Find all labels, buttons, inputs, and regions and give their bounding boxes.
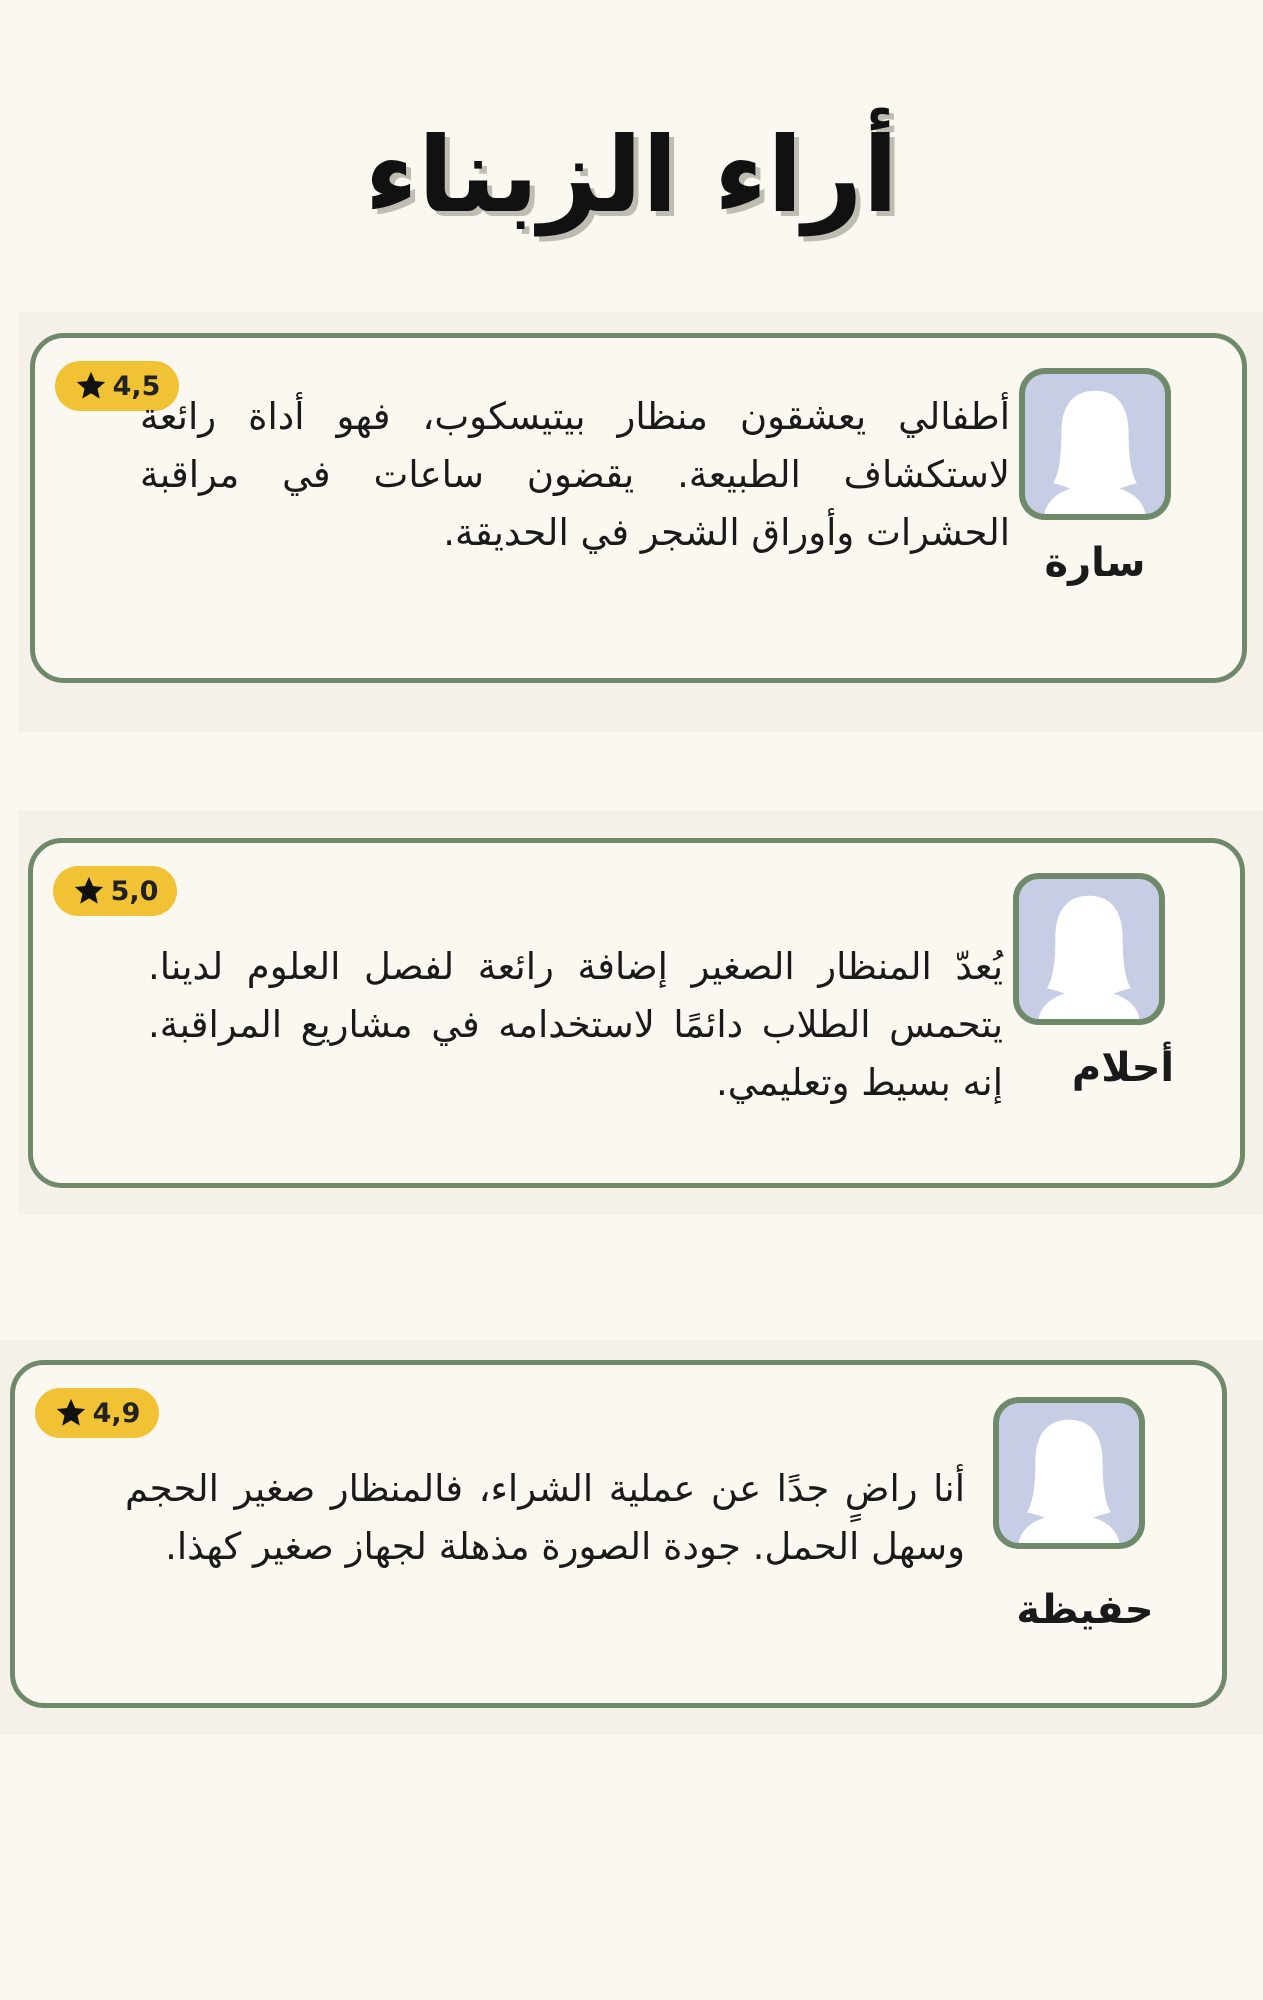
star-icon [74,369,108,403]
rating-value: 5,0 [110,875,159,907]
reviewer-name: أحلام [1071,1045,1175,1091]
review-text: يُعدّ المنظار الصغير إضافة رائعة لفصل العلوم لدينا. يتحمس الطلاب دائمًا لاستخدامه في مشاريع المراقبة. إنه بسيط وتعليمي. [148,945,1003,1104]
star-icon [72,874,106,908]
star-icon [54,1396,88,1430]
review-card [10,1360,1227,1708]
review-card [28,838,1245,1188]
avatar [1019,368,1171,520]
avatar [1013,873,1165,1025]
rating-badge [53,866,177,916]
rating-badge [35,1388,159,1438]
review-card [30,333,1247,683]
user-silhouette-icon [1025,374,1165,514]
review-text: أطفالي يعشقون منظار بيتيسكوب، فهو أداة رائعة لاستكشاف الطبيعة. يقضون ساعات في مراقبة الحشرات وأوراق الشجر في الحديقة. [140,395,1010,554]
user-silhouette-icon [999,1403,1139,1543]
avatar [993,1397,1145,1549]
reviewer-name: سارة [1044,540,1146,586]
rating-value: 4,9 [92,1397,141,1429]
review-text: أنا راضٍ جدًا عن عملية الشراء، فالمنظار صغير الحجم وسهل الحمل. جودة الصورة مذهلة لجهاز صغير كهذا. [125,1467,965,1568]
rating-value: 4,5 [112,370,161,402]
page-title: أراء الزبناء [364,114,899,236]
user-silhouette-icon [1019,879,1159,1019]
reviewer-name: حفيظة [1016,1587,1154,1633]
